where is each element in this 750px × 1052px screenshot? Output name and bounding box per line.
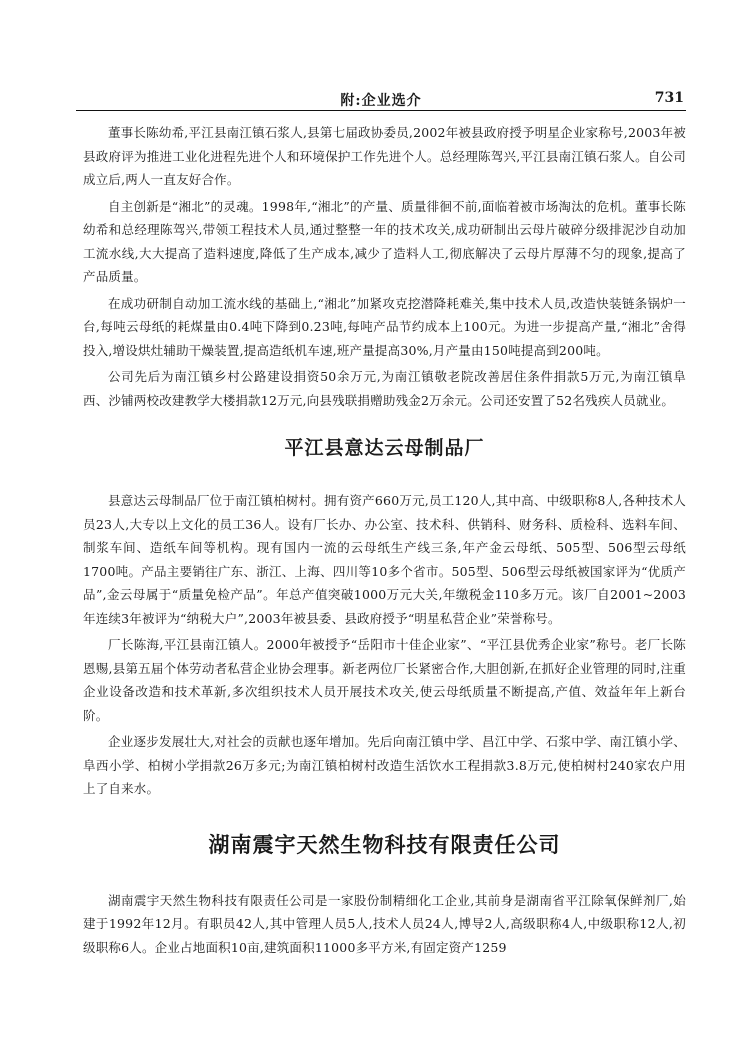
paragraph: 在成功研制自动加工流水线的基础上,“湘北”加紧攻克挖潜降耗难关,集中技术人员,改造快装链条锅炉一台,每吨云母纸的耗煤量由0.4吨下降到0.23吨,每吨产品节约成本上100元。为进一步提高产量,“湘北”舍得投入,增设烘灶辅助干燥装置,提高造纸机车速,班产量提高30%,月产量由150吨提高到200吨。 bbox=[83, 295, 686, 358]
section-heading-zhenyu: 湖南震宇天然生物科技有限责任公司 bbox=[208, 832, 561, 857]
page-header bbox=[76, 90, 686, 111]
page-number: 731 bbox=[654, 90, 684, 106]
paragraph: 湖南震宇天然生物科技有限责任公司是一家股份制精细化工企业,其前身是湖南省平江除氧保鲜剂厂,始建于1992年12月。有职员42人,其中管理人员5人,技术人员24人,博导2人,高级职称4人,中级职称12人,初级职称6人。企业占地面积10亩,建筑面积11000多平方米,有固定资产1259 bbox=[83, 892, 686, 955]
paragraph: 自主创新是“湘北”的灵魂。1998年,“湘北”的产量、质量徘徊不前,面临着被市场淘汰的危机。董事长陈幼希和总经理陈驾兴,带领工程技术人员,通过整整一年的技术攻关,成功研制出云母片破碎分级排泥沙自动加工流水线,大大提高了造料速度,降低了生产成本,减少了造料人工,彻底解决了云母片厚薄不匀的现象,提高了产品质量。 bbox=[83, 198, 686, 284]
running-title: 附:企业选介 bbox=[340, 93, 422, 109]
paragraph: 县意达云母制品厂位于南江镇柏树村。拥有资产660万元,员工120人,其中高、中级职称8人,各种技术人员23人,大专以上文化的员工36人。设有厂长办、办公室、技术科、供销科、财务科、质检科、选料车间、制浆车间、造纸车间等机构。现有国内一流的云母纸生产线三条,年产金云母纸、505型、506型云母纸1700吨。产品主要销往广东、浙江、上海、四川等10多个省市。505型、506型云母纸被国家评为“优质产品”,金云母属于“质量免检产品”。年总产值突破1000万元大关,年缴税金110多万元。该厂自2001~2003年连续3年被评为“纳税大户”,2003年被县委、县政府授予“明星私营企业”荣誉称号。 bbox=[83, 493, 686, 626]
section-zhenyu bbox=[83, 889, 686, 960]
paragraph: 董事长陈幼希,平江县南江镇石浆人,县第七届政协委员,2002年被县政府授予明星企业家称号,2003年被县政府评为推进工业化进程先进个人和环境保护工作先进个人。总经理陈驾兴,平江县南江镇石浆人。自公司成立后,两人一直友好合作。 bbox=[83, 125, 686, 187]
section-heading-yida: 平江县意达云母制品厂 bbox=[284, 437, 485, 459]
paragraph: 公司先后为南江镇乡村公路建设捐资50余万元,为南江镇敬老院改善居住条件捐款5万元,为南江镇阜西、沙铺两校改建教学大楼捐款12万元,向县残联捐赠助残金2万余元。公司还安置了52名残疾人员就业。 bbox=[83, 369, 686, 408]
paragraph: 企业逐步发展壮大,对社会的贡献也逐年增加。先后向南江镇中学、昌江中学、石浆中学、南江镇小学、阜西小学、柏树小学捐款26万多元;为南江镇柏树村改造生活饮水工程捐款3.8万元,使柏树村240家农户用上了自来水。 bbox=[83, 734, 686, 796]
page-content bbox=[83, 121, 686, 959]
paragraph: 厂长陈海,平江县南江镇人。2000年被授予“岳阳市十佳企业家”、“平江县优秀企业家”称号。老厂长陈恩赐,县第五届个体劳动者私营企业协会理事。新老两位厂长紧密合作,大胆创新,在抓好企业管理的同时,注重企业设备改造和技术革新,多次组织技术人员开展技术攻关,使云母纸质量不断提高,产值、效益年年上新台阶。 bbox=[83, 637, 686, 723]
section-yida bbox=[83, 489, 686, 801]
section-xiangbei-continued bbox=[83, 121, 686, 412]
